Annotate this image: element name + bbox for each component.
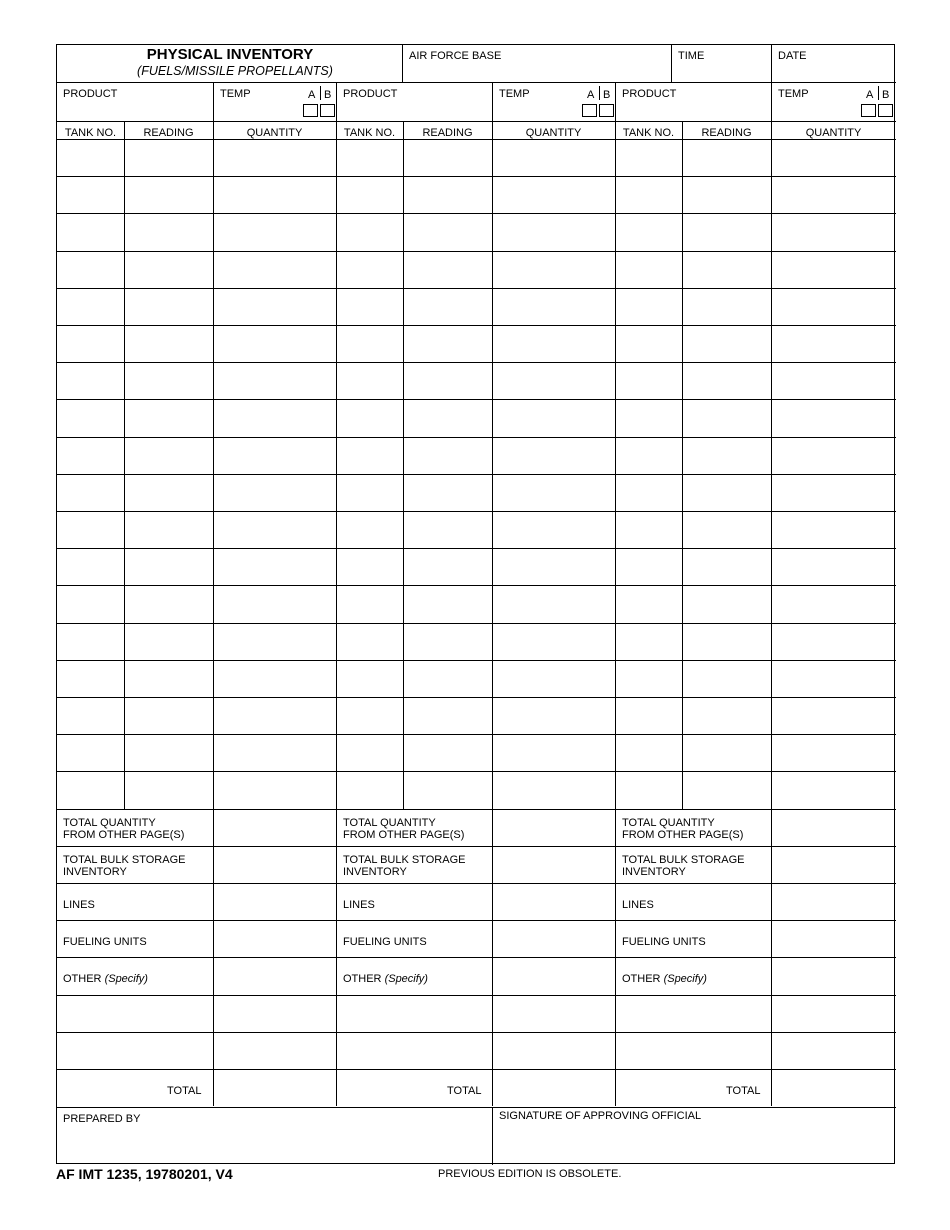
fueling-units-label-2: FUELING UNITS (343, 936, 427, 948)
page-title: PHYSICAL INVENTORY (146, 46, 314, 63)
other-specify-field-3-row-6[interactable] (615, 995, 771, 1032)
specify-text-1: (Specify) (104, 973, 148, 985)
temp-label-3: TEMP (778, 88, 809, 100)
temp-b-label-3: B (882, 89, 890, 101)
quantity-header-3: QUANTITY (805, 127, 862, 139)
summary-value-1-row-1[interactable] (213, 809, 336, 846)
total-qty-label-1a: TOTAL QUANTITY (63, 817, 156, 829)
form-id: AF IMT 1235, 19780201, V4 (56, 1166, 233, 1182)
summary-value-2-row-1[interactable] (492, 809, 615, 846)
summary-value-2-row-6[interactable] (492, 995, 615, 1032)
bulk-label-2b: INVENTORY (343, 866, 407, 878)
quantity-header-2: QUANTITY (525, 127, 582, 139)
summary-value-1-row-3[interactable] (213, 883, 336, 920)
specify-text-3: (Specify) (663, 973, 707, 985)
tank-no-header-3: TANK NO. (622, 127, 675, 139)
lines-label-1: LINES (63, 899, 95, 911)
temp-label-2: TEMP (499, 88, 530, 100)
bulk-label-1b: INVENTORY (63, 866, 127, 878)
tank-no-header-1: TANK NO. (64, 127, 117, 139)
summary-value-3-row-5[interactable] (771, 957, 896, 994)
temp-b-label-2: B (603, 89, 611, 101)
summary-value-3-row-1[interactable] (771, 809, 896, 846)
other-specify-field-1-row-7[interactable] (57, 1032, 213, 1069)
total-qty-label-2b: FROM OTHER PAGE(S) (343, 829, 465, 841)
temp-b-label-1: B (324, 89, 332, 101)
total-label-3: TOTAL (726, 1085, 761, 1097)
summary-value-2-row-4[interactable] (492, 920, 615, 957)
summary-value-3-row-2[interactable] (771, 846, 896, 883)
product-label-3: PRODUCT (622, 88, 677, 100)
approving-official-label: SIGNATURE OF APPROVING OFFICIAL (499, 1110, 702, 1122)
summary-value-2-row-2[interactable] (492, 846, 615, 883)
summary-value-1-row-5[interactable] (213, 957, 336, 994)
summary-value-3-row-4[interactable] (771, 920, 896, 957)
summary-value-2-row-7[interactable] (492, 1032, 615, 1069)
bulk-label-1a: TOTAL BULK STORAGE (63, 854, 186, 866)
total-qty-label-3b: FROM OTHER PAGE(S) (622, 829, 744, 841)
temp-a-label-3: A (866, 89, 874, 101)
bulk-label-3b: INVENTORY (622, 866, 686, 878)
summary-value-1-row-6[interactable] (213, 995, 336, 1032)
summary-value-1-row-2[interactable] (213, 846, 336, 883)
approving-signature-field[interactable] (493, 1108, 896, 1164)
edition-notice: PREVIOUS EDITION IS OBSOLETE. (438, 1168, 622, 1180)
other-text-1: OTHER (63, 973, 102, 985)
prepared-by-field[interactable] (57, 1108, 492, 1164)
fueling-units-label-3: FUELING UNITS (622, 936, 706, 948)
summary-value-1-row-7[interactable] (213, 1032, 336, 1069)
other-label-2 (343, 973, 428, 985)
summary-value-3-row-6[interactable] (771, 995, 896, 1032)
other-specify-field-1-row-6[interactable] (57, 995, 213, 1032)
product-label-1: PRODUCT (63, 88, 118, 100)
other-text-2: OTHER (343, 973, 382, 985)
summary-value-3-row-7[interactable] (771, 1032, 896, 1069)
temp-label-1: TEMP (220, 88, 251, 100)
prepared-by-label: PREPARED BY (63, 1113, 141, 1125)
summary-value-3-row-8[interactable] (771, 1069, 896, 1106)
bulk-label-3a: TOTAL BULK STORAGE (622, 854, 745, 866)
page-subtitle: (FUELS/MISSILE PROPELLANTS) (137, 64, 333, 78)
total-qty-label-2a: TOTAL QUANTITY (343, 817, 436, 829)
air-force-base-label: AIR FORCE BASE (409, 50, 502, 62)
fueling-units-label-1: FUELING UNITS (63, 936, 147, 948)
bulk-label-2a: TOTAL BULK STORAGE (343, 854, 466, 866)
total-label-2: TOTAL (447, 1085, 482, 1097)
quantity-header-1: QUANTITY (246, 127, 303, 139)
other-label-1 (63, 973, 148, 985)
inventory-form (56, 44, 895, 1164)
other-specify-field-2-row-7[interactable] (336, 1032, 492, 1069)
specify-text-2: (Specify) (384, 973, 428, 985)
other-specify-field-3-row-7[interactable] (615, 1032, 771, 1069)
other-text-3: OTHER (622, 973, 661, 985)
total-label-1: TOTAL (167, 1085, 202, 1097)
temp-a-label-2: A (587, 89, 595, 101)
other-specify-field-2-row-6[interactable] (336, 995, 492, 1032)
summary-value-1-row-8[interactable] (213, 1069, 336, 1106)
summary-value-2-row-3[interactable] (492, 883, 615, 920)
date-label: DATE (778, 50, 807, 62)
summary-value-2-row-5[interactable] (492, 957, 615, 994)
reading-header-3: READING (701, 127, 752, 139)
reading-header-1: READING (143, 127, 194, 139)
time-label: TIME (678, 50, 705, 62)
summary-grid (57, 45, 896, 1165)
tank-no-header-2: TANK NO. (343, 127, 396, 139)
other-label-3 (622, 973, 707, 985)
lines-label-2: LINES (343, 899, 375, 911)
total-qty-label-3a: TOTAL QUANTITY (622, 817, 715, 829)
summary-value-1-row-4[interactable] (213, 920, 336, 957)
summary-value-3-row-3[interactable] (771, 883, 896, 920)
lines-label-3: LINES (622, 899, 654, 911)
temp-a-label-1: A (308, 89, 316, 101)
product-label-2: PRODUCT (343, 88, 398, 100)
summary-value-2-row-8[interactable] (492, 1069, 615, 1106)
reading-header-2: READING (422, 127, 473, 139)
total-qty-label-1b: FROM OTHER PAGE(S) (63, 829, 185, 841)
